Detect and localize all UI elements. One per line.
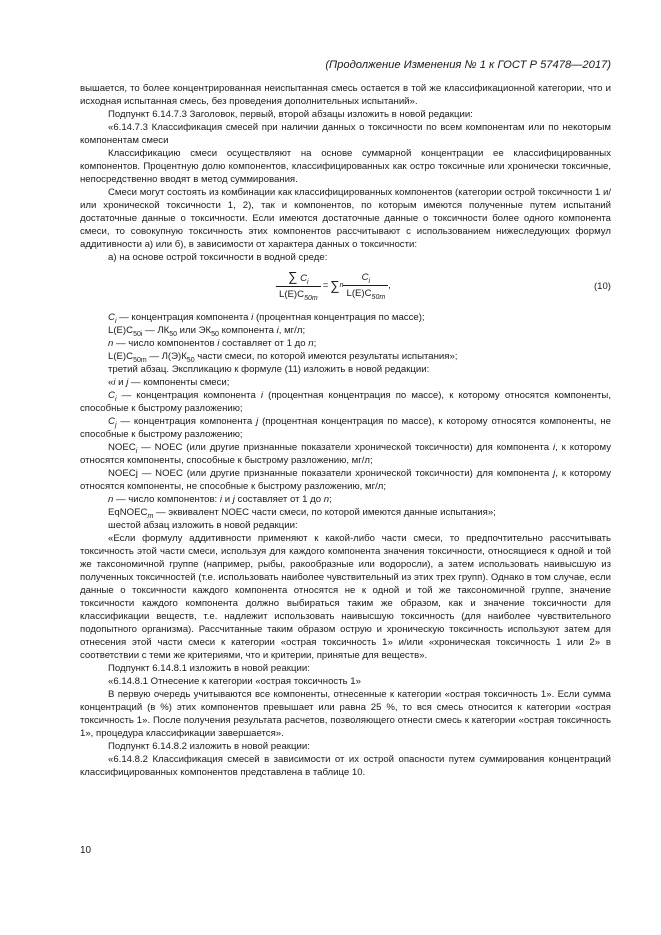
equals-sign: = [322, 280, 329, 291]
sum-sign: ∑ [330, 278, 340, 293]
paragraph: а) на основе острой токсичности в водной среде: [108, 252, 328, 263]
paragraph: «6.14.8.2 Классификация смесей в зависимости от их острой опасности путем суммирования концентраций классифицированных компонентов представлена в таблице 10. [80, 754, 611, 778]
equation-number: (10) [593, 281, 611, 292]
body-text [80, 82, 611, 779]
formula-10: $\frac{\sum C_i}{L(E)C_{50m}}$ = ∑ n $\frac{C_i}{L(E)C_{50m}}$ , (10) [80, 268, 611, 306]
formula-right-fraction: $\frac{C_i}{L(E)C_{50m}}$ [343, 271, 388, 300]
definition-line: n — число компонентов: i и j составляет от 1 до n; [108, 494, 332, 505]
paragraph: «6.14.8.1 Отнесение к категории «острая токсичность 1» [108, 676, 361, 687]
paragraph: В первую очередь учитываются все компоненты, отнесенные к категории «острая токсичность 1». Если сумма концентраций (в %) этих компонентов превышает или равна 25 %, то вся смесь относится к категории «острая токсичность 1». После получения результата расчетов, позволяющего отнести смесь к категории «острая токсичность 1», процедура классификации завершается». [80, 689, 611, 739]
running-header: (Продолжение Изменения № 1 к ГОСТ Р 57478—2017) [325, 59, 611, 71]
definition-line: n — число компонентов i составляет от 1 до n; [108, 338, 317, 349]
page-number: 10 [80, 845, 92, 856]
definition-line: $L(E)C_{50i}$ — $ЛК_{50}$ или $ЭК_{50}$ компонента i, мг/л; [108, 325, 306, 338]
formula-left-fraction: $\frac{\sum C_i}{L(E)C_{50m}}$ [276, 270, 321, 301]
paragraph: Классификацию смеси осуществляют на основе суммарной концентрации ее классифицированных компонентов. Процентную долю компонентов, классифицированных как остро токсичные или хронически токсичные, непосредственно вводят в метод суммирования. [80, 148, 611, 185]
paragraph: Подпункт 6.14.8.2 изложить в новой реакции: [108, 741, 310, 752]
paragraph: «Если формулу аддитивности применяют к какой-либо части смеси, то предпочтительно рассчитывать токсичность этой части смеси, используя для каждого компонента значения токсичности, относящиеся к одной и той же таксономичной группе (например, рыбы, ракообразные или водоросли), а затем использовать наивысшую из полученных токсичностей (т.е. использовать наиболее чувствительный из этих трех групп). Однако в том случае, если данные о токсичности каждого компонента относятся не к одной и той же таксономичной группе, значение токсичности каждого компонента должно выбираться таким же образом, как и значение токсичности для классификации веществ, т.е. надлежит использовать наивысшую токсичность (для наиболее чувствительного подопытного организма). Рассчитанные таким образом острую и хроническую токсичность используют затем для отнесения этой части смеси к категории «острая токсичность 1» и/или «хроническая токсичность 1 или 2» в соответствии с теми же критериями, что и критерии, принятые для веществ». [80, 533, 611, 661]
paragraph: вышается, то более концентрированная неиспытанная смесь остается в той же классификационной категории, что и исходная испытанная смесь, без проведения дополнительных испытаний». [80, 83, 611, 107]
definition-line: EqNOEC$_m$ — эквивалент NOEC части смеси, по которой имеются данные испытания»; [108, 507, 496, 520]
paragraph: третий абзац. Экспликацию к формуле (11) изложить в новой редакции: [108, 364, 430, 375]
paragraph: шестой абзац изложить в новой редакции: [108, 520, 298, 531]
definition-line: $NOEC_i$ — NOEC (или другие признанные показатели хронической токсичности) для компонента i, к которому относятся компоненты, способные к быстрому разложению, мг/л; [80, 442, 611, 466]
definition-line: $C_i$ — концентрация компонента i (процентная концентрация по массе); [108, 312, 425, 325]
definition-line: NOECj — NOEC (или другие признанные показатели хронической токсичности) для компонента j, к которому относятся компоненты, не способные к быстрому разложению, мг/л; [80, 468, 612, 492]
paragraph: Подпункт 6.14.8.1 изложить в новой реакции: [108, 663, 310, 674]
paragraph: «6.14.7.3 Классификация смесей при наличии данных о токсичности по всем компонентам или по некоторым компонентам смеси [80, 122, 611, 146]
definition-line: $L(E)C_{50m}$ — $Л(Э)К_{50}$ части смеси, по которой имеются результаты испытания»; [108, 351, 458, 364]
definition-line: «i и j — компоненты смеси; [108, 377, 230, 388]
paragraph: Смеси могут состоять из комбинации как классифицированных компонентов (категории острой токсичности 1 и/или хронической токсичности 1, 2), так и компонентов, по которым имеются полученные путем испытаний достаточные данные о токсичности. Если имеются достаточные данные о токсичности более одного компонента смеси, то совокупную токсичность этих компонентов рассчитывают с использованием нижеследующих формул аддитивности а) или б), в зависимости от характера данных о токсичности: [80, 187, 611, 250]
definition-line: $C_i$ — концентрация компонента i (процентная концентрация по массе), к которому относятся компоненты, способные к быстрому разложению; [80, 390, 611, 414]
paragraph: Подпункт 6.14.7.3 Заголовок, первый, второй абзацы изложить в новой редакции: [108, 109, 473, 120]
definition-line: $C_j$ — концентрация компонента j (процентная концентрация по массе), к которому относятся компоненты, не способные к быстрому разложению; [80, 416, 611, 440]
